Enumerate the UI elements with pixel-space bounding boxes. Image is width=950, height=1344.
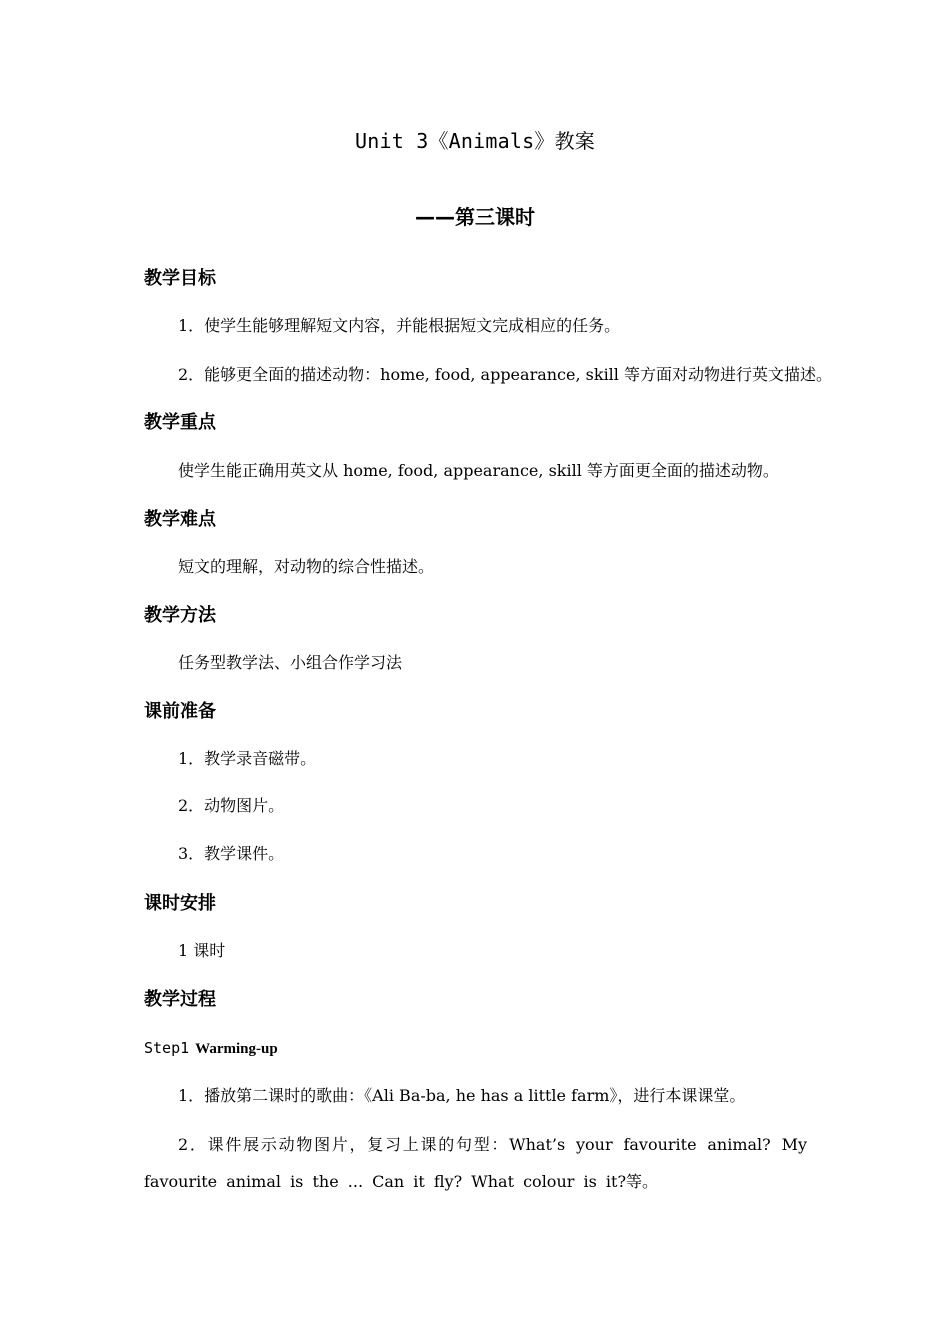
heading-methods: 教学方法: [144, 605, 216, 626]
step1-heading: [144, 1038, 278, 1059]
schedule-text: 1 课时: [178, 941, 226, 960]
heading-preparation: 课前准备: [144, 701, 216, 722]
heading-objectives: 教学目标: [144, 268, 216, 289]
step-number: Step1: [144, 1039, 190, 1057]
heading-difficulties: 教学难点: [144, 509, 216, 530]
heading-schedule: 课时安排: [144, 893, 216, 914]
heading-key-points: 教学重点: [144, 412, 216, 433]
objective-item-2: 2．能够更全面的描述动物：home, food, appearance, skill 等方面对动物进行英文描述。: [178, 365, 833, 384]
preparation-item-3: 3．教学课件。: [178, 844, 285, 863]
step-name: Warming-up: [195, 1041, 278, 1057]
heading-process: 教学过程: [144, 989, 216, 1010]
objective-item-1: 1．使学生能够理解短文内容，并能根据短文完成相应的任务。: [178, 316, 621, 335]
methods-text: 任务型教学法、小组合作学习法: [178, 653, 403, 672]
process-item-1: 1．播放第二课时的歌曲：《Ali Ba-ba, he has a little farm》，进行本课课堂。: [178, 1086, 746, 1105]
difficulties-text: 短文的理解，对动物的综合性描述。: [178, 557, 435, 576]
document-title: Unit 3《Animals》教案: [355, 129, 595, 153]
preparation-item-1: 1．教学录音磁带。: [178, 749, 317, 768]
preparation-item-2: 2．动物图片。: [178, 796, 285, 815]
key-points-text: 使学生能正确用英文从 home, food, appearance, skill 等方面更全面的描述动物。: [178, 461, 779, 480]
process-item-2: 2．课件展示动物图片，复习上课的句型：What’s your favourite animal? My favourite animal is the ... Can it fly? What colour is it?等。: [144, 1135, 807, 1191]
document-subtitle: ——第三课时: [415, 205, 535, 229]
